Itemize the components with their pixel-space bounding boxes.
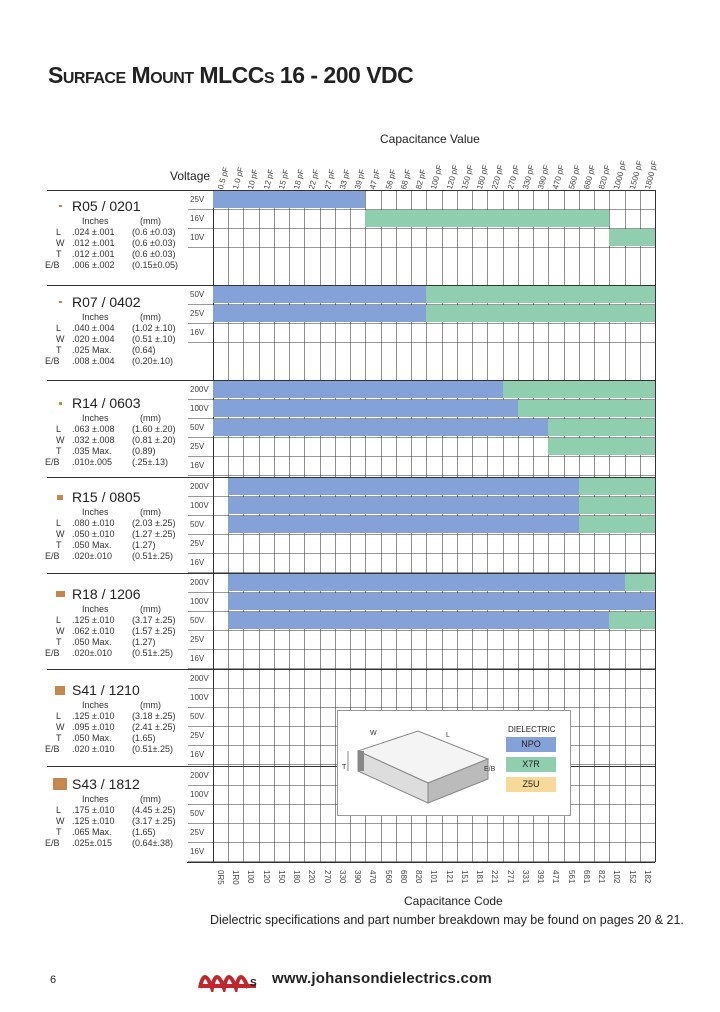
dielectric-bar-x7r [503, 381, 655, 398]
dimension-mm: (1.02 ±.10) [132, 323, 176, 333]
row-line [188, 553, 655, 554]
dimension-key: L [56, 615, 62, 625]
dimension-key: L [56, 227, 62, 237]
voltage-row-label: 25V [190, 635, 205, 644]
code-header: 471 [551, 870, 561, 884]
dimension-inches: .175 ±.010 [72, 805, 115, 815]
units-mm: (mm) [140, 312, 161, 322]
voltage-row-label: 25V [190, 539, 205, 548]
code-header: 1R0 [231, 870, 241, 885]
dimension-key: L [56, 711, 62, 721]
column-header: 270 pF [505, 163, 521, 191]
dimension-inches: .010±.005 [72, 457, 112, 467]
dimension-inches: .008 ±.004 [72, 356, 115, 366]
dimension-diagram [337, 710, 571, 816]
code-header: 561 [566, 870, 576, 884]
column-header: 560 pF [566, 163, 582, 191]
voltage-row-label: 50V [190, 712, 205, 721]
voltage-row-label: 16V [190, 847, 205, 856]
column-header: 82 pF [414, 168, 429, 191]
dielectric-bar-npo [213, 400, 518, 417]
dimension-mm: (3.17 ±.25) [132, 615, 176, 625]
column-header: 1500 pF [627, 159, 644, 191]
dielectric-bar-npo [213, 305, 426, 322]
dimension-inches: .020±.010 [72, 648, 112, 658]
code-header: 681 [581, 870, 591, 884]
code-header: 221 [490, 870, 500, 884]
dielectric-bar-x7r [579, 478, 655, 495]
dielectric-bar-x7r [518, 400, 655, 417]
dimension-key: W [56, 334, 65, 344]
column-header: 680 pF [581, 163, 597, 191]
case-size-swatch [56, 591, 65, 597]
dimension-key: W [56, 435, 65, 445]
dielectric-bar-x7r [625, 574, 655, 591]
dielectric-bar-x7r [579, 516, 655, 533]
code-header: 820 [414, 870, 424, 884]
dimension-key: T [56, 345, 62, 355]
row-line [188, 247, 655, 248]
dimension-key: L [56, 323, 62, 333]
column-header: 47 pF [368, 168, 383, 191]
voltage-row-label: 100V [190, 693, 209, 702]
dielectric-bar-x7r [426, 305, 533, 322]
section-separator [47, 669, 655, 670]
voltage-row-label: 200V [190, 578, 209, 587]
dimension-key: W [56, 238, 65, 248]
row-line [188, 456, 655, 457]
column-header: 39 pF [353, 168, 368, 191]
case-size-block [42, 395, 192, 475]
code-header: 120 [261, 870, 271, 884]
website-url[interactable]: www.johansondielectrics.com [272, 970, 492, 987]
row-line [188, 342, 655, 343]
voltage-row-label: 200V [190, 674, 209, 683]
dielectric-bar-npo [228, 593, 609, 610]
code-header: 331 [520, 870, 530, 884]
units-inches: Inches [82, 312, 109, 322]
dimension-mm: (1.65) [132, 827, 156, 837]
case-size-swatch [57, 495, 63, 500]
dimension-mm: (2.41 ±.25) [132, 722, 176, 732]
column-header: 820 pF [597, 163, 613, 191]
case-size-name: R18 / 1206 [72, 586, 141, 602]
dielectric-bar-x7r [548, 419, 655, 436]
case-size-swatch [55, 686, 65, 695]
case-size-swatch [59, 301, 62, 303]
svg-text:E/B: E/B [484, 766, 496, 773]
dimension-mm: (0.20±.10) [132, 356, 173, 366]
johanson-logo [198, 962, 262, 992]
column-header: 100 pF [429, 163, 445, 191]
dielectric-bar-npo [228, 478, 579, 495]
dimension-inches: .032 ±.008 [72, 435, 115, 445]
case-size-swatch [59, 205, 62, 207]
grid-line [655, 190, 656, 862]
code-header: 470 [368, 870, 378, 884]
dimension-inches: .062 ±.010 [72, 626, 115, 636]
dimension-key: W [56, 816, 65, 826]
case-size-block [42, 294, 192, 374]
dimension-mm: (0.6 ±0.03) [132, 249, 176, 259]
code-header: 121 [444, 870, 454, 884]
voltage-row-label: 50V [190, 616, 205, 625]
dielectric-bar-x7r [609, 612, 655, 629]
code-header: 181 [475, 870, 485, 884]
code-header: 270 [322, 870, 332, 884]
voltage-row-label: 10V [190, 233, 205, 242]
dimension-mm: (3.17 ±.25) [132, 816, 176, 826]
legend-title: DIELECTRIC [508, 725, 556, 734]
dimension-inches: .012 ±.001 [72, 238, 115, 248]
column-header: 1.0 pF [231, 166, 246, 191]
code-header: 101 [429, 870, 439, 884]
dimension-key: T [56, 827, 62, 837]
dielectric-bar-npo [228, 497, 579, 514]
dimension-mm: (0.15±0.05) [132, 260, 178, 270]
dielectric-bar-x7r [533, 305, 655, 322]
voltage-row-label: 50V [190, 520, 205, 529]
dimension-key: W [56, 529, 65, 539]
units-mm: (mm) [140, 216, 161, 226]
voltage-row-label: 16V [190, 558, 205, 567]
dimension-inches: .025±.015 [72, 838, 112, 848]
case-size-block [42, 198, 192, 278]
legend-z5u: Z5U [506, 777, 556, 792]
dimension-inches: .025 Max. [72, 345, 112, 355]
case-size-name: S41 / 1210 [72, 682, 140, 698]
case-size-swatch [53, 778, 67, 790]
dimension-mm: (0.81 ±.20) [132, 435, 176, 445]
units-inches: Inches [82, 507, 109, 517]
voltage-row-label: 100V [190, 501, 209, 510]
row-line [188, 534, 655, 535]
column-header: 68 pF [398, 168, 413, 191]
dimension-mm: (0.51±.25) [132, 744, 173, 754]
dimension-inches: .050 ±.010 [72, 529, 115, 539]
column-header: 12 pF [261, 168, 276, 191]
dimension-mm: (0.64) [132, 345, 156, 355]
dimension-mm: (0.6 ±0.03) [132, 238, 176, 248]
case-size-block [42, 489, 192, 569]
dimension-inches: .125 ±.010 [72, 615, 115, 625]
dielectric-bar-x7r [548, 438, 655, 455]
code-header: 680 [398, 870, 408, 884]
footnote: Dielectric specifications and part number breakdown may be found on pages 20 & 21. [210, 913, 684, 927]
dimension-inches: .020±.010 [72, 551, 112, 561]
chip-diagram [338, 711, 498, 815]
code-header: 821 [597, 870, 607, 884]
column-header: 27 pF [322, 168, 337, 191]
legend-npo: NPO [506, 737, 556, 752]
column-header: 1000 pF [612, 159, 629, 191]
row-line [188, 688, 655, 689]
dimension-key: E/B [45, 744, 60, 754]
dielectric-bar-x7r [609, 229, 655, 246]
dimension-inches: .012 ±.001 [72, 249, 115, 259]
dimension-inches: .050 Max. [72, 733, 112, 743]
dielectric-bar-npo [228, 574, 624, 591]
case-size-swatch [59, 402, 62, 405]
units-inches: Inches [82, 700, 109, 710]
voltage-row-label: 25V [190, 442, 205, 451]
column-header: 33 pF [337, 168, 352, 191]
dimension-key: L [56, 424, 62, 434]
dimension-inches: .050 Max. [72, 540, 112, 550]
dielectric-bar-npo [213, 381, 503, 398]
voltage-row-label: 50V [190, 423, 205, 432]
case-size-block [42, 776, 192, 856]
dimension-key: E/B [45, 356, 60, 366]
row-line [188, 707, 655, 708]
column-header: 120 pF [444, 163, 460, 191]
code-header: 150 [276, 870, 286, 884]
units-mm: (mm) [140, 604, 161, 614]
code-header: 391 [536, 870, 546, 884]
voltage-row-label: 25V [190, 828, 205, 837]
code-header: 180 [292, 870, 302, 884]
voltage-row-label: 25V [190, 731, 205, 740]
dielectric-bar-npo [213, 419, 548, 436]
column-header: 150 pF [459, 163, 475, 191]
code-header: 0R5 [216, 870, 225, 885]
code-header: 182 [642, 870, 652, 884]
case-size-name: R14 / 0603 [72, 395, 141, 411]
code-header: 220 [307, 870, 317, 884]
units-mm: (mm) [140, 413, 161, 423]
units-inches: Inches [82, 604, 109, 614]
dimension-inches: .063 ±.008 [72, 424, 115, 434]
page-title: SURFACE MOUNT MLCCS 16 - 200 VDC [48, 62, 414, 88]
dimension-key: T [56, 733, 62, 743]
dimension-key: E/B [45, 648, 60, 658]
column-header: 470 pF [551, 163, 567, 191]
grid-bottom-line [187, 862, 655, 863]
voltage-row-label: 100V [190, 790, 209, 799]
dielectric-bar-npo [213, 286, 426, 303]
dimension-mm: (1.65) [132, 733, 156, 743]
dimension-mm: (2.03 ±.25) [132, 518, 176, 528]
case-size-block [42, 682, 192, 762]
dielectric-bar-x7r [579, 497, 655, 514]
dimension-mm: (0.64±.38) [132, 838, 173, 848]
capacitance-code-label: Capacitance Code [404, 894, 503, 908]
dimension-key: L [56, 805, 62, 815]
dimension-mm: (3.18 ±.25) [132, 711, 176, 721]
units-mm: (mm) [140, 507, 161, 517]
dimension-mm: (0.6 ±0.03) [132, 227, 176, 237]
code-header: 330 [337, 870, 347, 884]
code-header: 151 [459, 870, 469, 884]
voltage-row-label: 16V [190, 654, 205, 663]
dimension-inches: .065 Max. [72, 827, 112, 837]
case-size-name: R05 / 0201 [72, 198, 141, 214]
voltage-row-label: 16V [190, 750, 205, 759]
dimension-inches: .125 ±.010 [72, 816, 115, 826]
dielectric-bar-npo [228, 612, 609, 629]
column-header: 1800 pF [642, 159, 660, 191]
voltage-row-label: 100V [190, 404, 209, 413]
dielectric-bar-x7r [365, 210, 609, 227]
column-header: 220 pF [490, 163, 506, 191]
dimension-mm: (4.45 ±.25) [132, 805, 176, 815]
dimension-inches: .006 ±.002 [72, 260, 115, 270]
dimension-mm: (0.89) [132, 446, 156, 456]
dimension-mm: (1.60 ±.20) [132, 424, 176, 434]
row-line [188, 823, 655, 824]
code-header: 271 [505, 870, 515, 884]
dimension-inches: .040 ±.004 [72, 323, 115, 333]
dimension-inches: .125 ±.010 [72, 711, 115, 721]
dimension-key: T [56, 540, 62, 550]
dimension-key: T [56, 446, 62, 456]
column-header: 330 pF [520, 163, 536, 191]
code-header: 152 [627, 870, 637, 884]
dimension-mm: (.25±.13) [132, 457, 168, 467]
dimension-inches: .024 ±.001 [72, 227, 115, 237]
dimension-inches: .095 ±.010 [72, 722, 115, 732]
svg-text:T: T [342, 764, 347, 771]
row-line [188, 228, 655, 229]
dimension-key: L [56, 518, 62, 528]
dimension-key: W [56, 626, 65, 636]
voltage-row-label: 16V [190, 328, 205, 337]
dimension-mm: (0.51 ±.10) [132, 334, 176, 344]
dimension-inches: .080 ±.010 [72, 518, 115, 528]
units-inches: Inches [82, 794, 109, 804]
dimension-mm: (1.27 ±.25) [132, 529, 176, 539]
units-inches: Inches [82, 216, 109, 226]
dimension-inches: .050 Max. [72, 637, 112, 647]
voltage-row-label: 100V [190, 597, 209, 606]
column-header: 22 pF [307, 168, 322, 191]
voltage-row-label: 50V [190, 290, 205, 299]
column-header: 56 pF [383, 168, 398, 191]
dimension-key: E/B [45, 838, 60, 848]
dimension-mm: (1.27) [132, 540, 156, 550]
dimension-key: T [56, 637, 62, 647]
units-inches: Inches [82, 413, 109, 423]
dimension-key: T [56, 249, 62, 259]
dimension-key: E/B [45, 551, 60, 561]
case-size-name: R07 / 0402 [72, 294, 141, 310]
row-line [188, 323, 655, 324]
column-header: 0.5 pF [216, 166, 231, 191]
dimension-inches: .035 Max. [72, 446, 112, 456]
code-header: 100 [246, 870, 256, 884]
dielectric-bar-npo [213, 191, 365, 208]
voltage-row-label: 25V [190, 195, 205, 204]
voltage-row-label: 200V [190, 771, 209, 780]
column-header: 18 pF [292, 168, 307, 191]
voltage-row-label: 50V [190, 809, 205, 818]
row-line [188, 630, 655, 631]
row-line [188, 475, 655, 476]
case-size-block [42, 586, 192, 666]
svg-text:L: L [446, 732, 450, 739]
dimension-key: E/B [45, 260, 60, 270]
dimension-key: E/B [45, 457, 60, 467]
svg-text:S: S [250, 978, 257, 989]
voltage-label: Voltage [170, 169, 211, 183]
svg-text:W: W [370, 730, 377, 737]
voltage-row-label: 16V [190, 214, 205, 223]
dimension-key: W [56, 722, 65, 732]
units-mm: (mm) [140, 700, 161, 710]
code-header: 560 [383, 870, 393, 884]
column-header: 390 pF [536, 163, 552, 191]
voltage-row-label: 25V [190, 309, 205, 318]
page-number: 6 [50, 974, 57, 986]
column-header: 15 pF [276, 168, 291, 191]
code-header: 390 [353, 870, 363, 884]
dimension-mm: (1.27) [132, 637, 156, 647]
voltage-row-label: 200V [190, 385, 209, 394]
dimension-inches: .020 ±.010 [72, 744, 115, 754]
dimension-mm: (0.51±.25) [132, 648, 173, 658]
units-mm: (mm) [140, 794, 161, 804]
code-header: 102 [612, 870, 622, 884]
voltage-row-label: 200V [190, 482, 209, 491]
column-header: 180 pF [475, 163, 491, 191]
row-line [188, 649, 655, 650]
dielectric-bar-npo [609, 593, 655, 610]
capacitance-value-label: Capacitance Value [380, 132, 480, 146]
dielectric-bar-x7r [426, 286, 655, 303]
case-size-name: S43 / 1812 [72, 776, 140, 792]
legend-x7r: X7R [506, 757, 556, 772]
dimension-mm: (0.51±.25) [132, 551, 173, 561]
column-header: 10 pF [246, 168, 261, 191]
case-size-name: R15 / 0805 [72, 489, 141, 505]
row-line [188, 842, 655, 843]
dimension-mm: (1.57 ±.25) [132, 626, 176, 636]
dielectric-bar-npo [228, 516, 579, 533]
dimension-inches: .020 ±.004 [72, 334, 115, 344]
voltage-row-label: 16V [190, 461, 205, 470]
